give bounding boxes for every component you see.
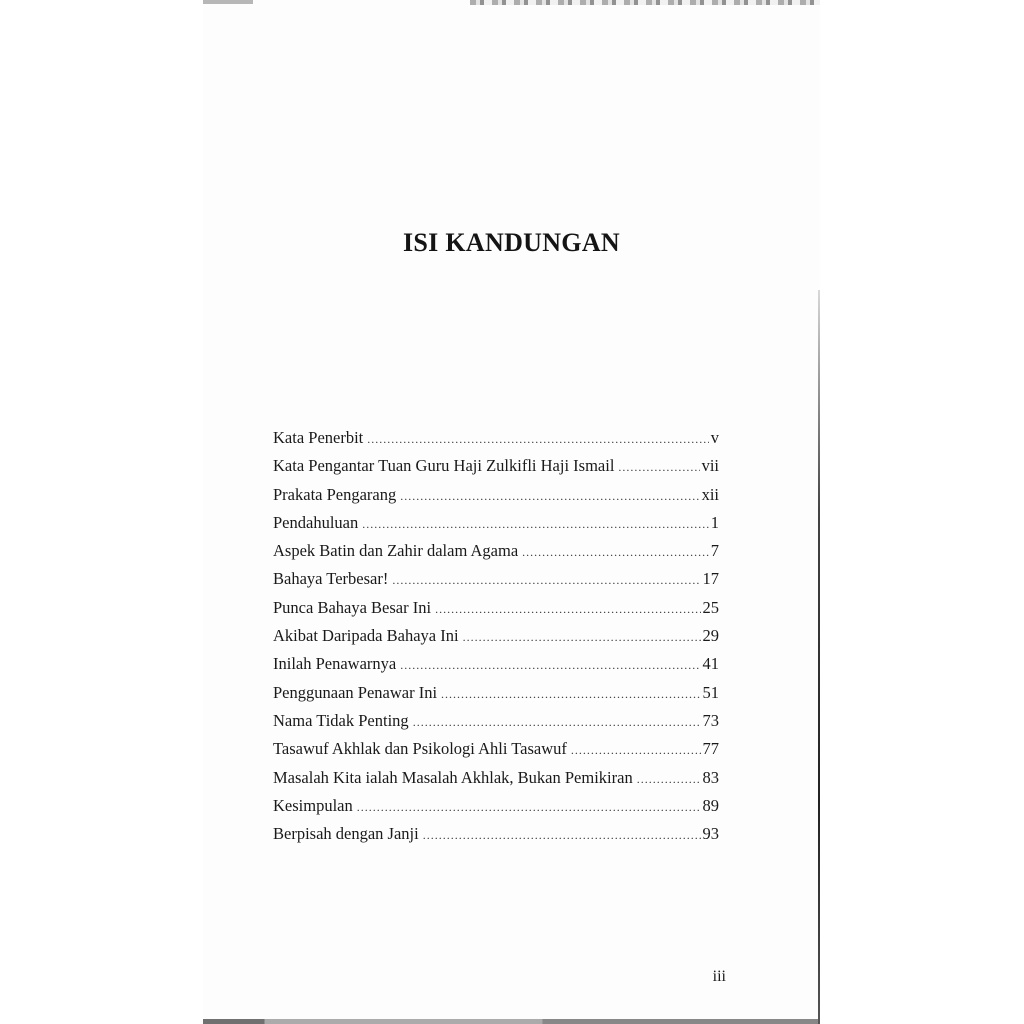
toc-entry-page: xii — [701, 484, 719, 504]
toc-entry — [273, 679, 719, 707]
toc-entry — [273, 764, 719, 792]
toc-entry — [273, 509, 719, 537]
toc-dot-leader — [362, 510, 709, 538]
scan-edge-bottom — [203, 1019, 820, 1024]
toc-entry-title: Aspek Batin dan Zahir dalam Agama — [273, 541, 519, 561]
toc-entry-title: Masalah Kita ialah Masalah Akhlak, Bukan Pemikiran — [273, 767, 633, 787]
toc-dot-leader — [392, 566, 700, 594]
toc-dot-leader — [367, 425, 708, 453]
toc-dot-leader — [441, 680, 700, 708]
toc-entry-title: Tasawuf Akhlak dan Psikologi Ahli Tasawuf — [273, 739, 567, 759]
toc-entry-title: Nama Tidak Penting — [273, 710, 409, 730]
toc-entry-page: 73 — [702, 710, 719, 730]
scan-edge-top-left — [203, 0, 253, 4]
toc-entry — [273, 792, 719, 820]
toc-entry-page: vii — [701, 456, 719, 476]
toc-dot-leader — [400, 651, 700, 679]
toc-entry — [273, 707, 719, 735]
toc-entry — [273, 565, 719, 593]
toc-entry-title: Kata Pengantar Tuan Guru Haji Zulkifli Haji Ismail — [273, 456, 615, 476]
table-of-contents — [273, 424, 719, 848]
toc-entry — [273, 594, 719, 622]
toc-dot-leader — [357, 793, 701, 821]
toc-entry — [273, 735, 719, 763]
toc-entry — [273, 424, 719, 452]
toc-dot-leader — [400, 482, 699, 510]
toc-entry-page: 1 — [710, 512, 719, 532]
toc-entry-page: 83 — [702, 767, 719, 787]
page-number: iii — [712, 968, 726, 985]
toc-entry-title: Kesimpulan — [273, 795, 353, 815]
toc-entry-page: 7 — [710, 541, 719, 561]
toc-dot-leader — [571, 736, 701, 764]
toc-dot-leader — [413, 708, 701, 736]
page-edge-shadow — [818, 290, 820, 1024]
toc-dot-leader — [637, 765, 701, 793]
toc-dot-leader — [423, 821, 701, 849]
toc-entry-title: Berpisah dengan Janji — [273, 824, 419, 844]
toc-entry-page: 77 — [702, 739, 719, 759]
page-title: ISI KANDUNGAN — [403, 228, 620, 257]
toc-entry-page: 89 — [702, 795, 719, 815]
toc-entry-page: 17 — [702, 569, 719, 589]
toc-entry-title: Akibat Daripada Bahaya Ini — [273, 626, 459, 646]
toc-entry-title: Punca Bahaya Besar Ini — [273, 597, 432, 617]
toc-entry-title: Inilah Penawarnya — [273, 654, 397, 674]
toc-entry-title: Bahaya Terbesar! — [273, 569, 389, 589]
toc-entry-title: Prakata Pengarang — [273, 484, 397, 504]
toc-entry — [273, 481, 719, 509]
toc-entry — [273, 537, 719, 565]
toc-entry — [273, 650, 719, 678]
toc-entry — [273, 622, 719, 650]
toc-entry — [273, 452, 719, 480]
toc-entry-title: Kata Penerbit — [273, 428, 364, 447]
toc-entry-page: 51 — [702, 682, 719, 702]
toc-entry-page: 41 — [702, 654, 719, 674]
toc-entry-title: Pendahuluan — [273, 512, 359, 532]
toc-entry-title: Penggunaan Penawar Ini — [273, 682, 438, 702]
scan-edge-top — [470, 0, 820, 5]
toc-entry-page: 29 — [702, 626, 719, 646]
toc-dot-leader — [522, 538, 709, 566]
toc-entry-page: 25 — [702, 597, 719, 617]
toc-entry — [273, 820, 719, 848]
toc-entry-page: 93 — [702, 824, 719, 844]
toc-dot-leader — [618, 453, 699, 481]
toc-entry-page: v — [710, 428, 719, 447]
toc-dot-leader — [463, 623, 701, 651]
toc-dot-leader — [435, 595, 700, 623]
